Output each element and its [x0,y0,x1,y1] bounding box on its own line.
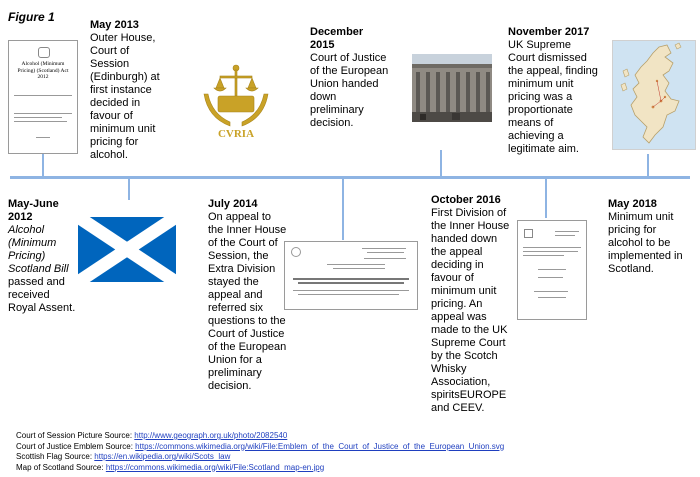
event-may-2013 [90,19,168,162]
crest-icon [524,229,533,238]
act-document-title: Alcohol (Minimum Pricing) (Scotland) Act 2012 [17,61,69,80]
court-of-session-photo [412,54,492,122]
event-date: May 2013 [90,19,139,31]
source-label: Court of Session Picture Source: [16,431,133,440]
timeline-tick-july-2014 [128,178,130,200]
event-description: Minimum unit pricing for alcohol to be implemented in Scotland. [608,211,683,275]
curia-logo-icon [291,247,301,257]
event-description: passed and received Royal Assent. [8,276,76,314]
figure-title: Figure 1 [8,10,55,24]
scotland-map-image [612,40,696,150]
event-description: First Division of the Inner House handed down the appeal deciding in favour of minimum unit pricing. An appeal was made to the UK Supreme Court by the Scotch Whisky Association, spiritsEUROPE and CEEV. [431,207,510,414]
timeline-axis [10,176,690,179]
event-date: November 2017 [508,26,590,38]
curia-emblem-icon [200,60,272,140]
event-october-2016 [431,194,515,415]
event-may-2018 [608,198,694,276]
source-row [16,442,504,453]
source-link[interactable]: https://en.wikipedia.org/wiki/Scots_law [94,452,231,461]
source-row [16,463,504,474]
event-description: Outer House, Court of Session (Edinburgh) at first instance decided in favour of minimum unit pricing for alcohol. [90,32,160,161]
source-label: Scottish Flag Source: [16,452,93,461]
event-date: May 2018 [608,198,657,210]
event-description: On appeal to the Inner House of the Court of Session, the Extra Division stayed the appeal and referred six questions to the Court of Justice of the European Union for a preliminary decision. [208,211,287,392]
building-photo-icon [412,54,492,122]
event-date: December 2015 [310,26,364,51]
timeline-tick-may-2013 [42,152,44,178]
image-sources [16,431,504,473]
saltire-flag-icon [78,217,176,282]
event-july-2014 [208,198,288,393]
press-release-document-image [284,241,418,310]
crest-icon [38,47,50,58]
source-label: Court of Justice Emblem Source: [16,441,133,451]
map-of-scotland-icon [613,41,695,149]
timeline-tick-december-2015 [342,178,344,240]
source-link[interactable]: https://commons.wikimedia.org/wiki/File:Emblem_of_the_Court_of_Justice_of_the_European_Union.svg [135,441,505,451]
event-date: May-June 2012 [8,198,59,223]
act-document-image [8,40,78,154]
event-description: UK Supreme Court dismissed the appeal, finding minimum unit pricing was a proportionate means of achieving a legitimate aim. [508,39,598,155]
event-november-2017 [508,26,598,156]
event-december-2015 [310,26,390,130]
event-may-june-2012 [8,198,76,315]
event-description: Court of Justice of the European Union handed down preliminary decision. [310,52,389,129]
bill-name: Alcohol (Minimum Pricing) Scotland Bill [8,224,69,275]
event-date: October 2016 [431,194,501,206]
event-date: July 2014 [208,198,258,210]
timeline-tick-november-2017 [545,178,547,218]
judgment-document-image [517,220,587,320]
timeline-tick-october-2016 [440,150,442,178]
curia-label: CVRIA [217,128,255,140]
source-row [16,452,504,463]
court-of-justice-emblem [200,60,272,140]
source-link[interactable]: https://commons.wikimedia.org/wiki/File:Scotland_map-en.jpg [105,462,325,472]
source-link[interactable]: http://www.geograph.org.uk/photo/2082540 [134,431,288,440]
timeline-tick-may-2018 [647,154,649,178]
scottish-flag-image [78,217,176,282]
source-label: Map of Scotland Source: [16,462,104,472]
source-row [16,431,504,442]
